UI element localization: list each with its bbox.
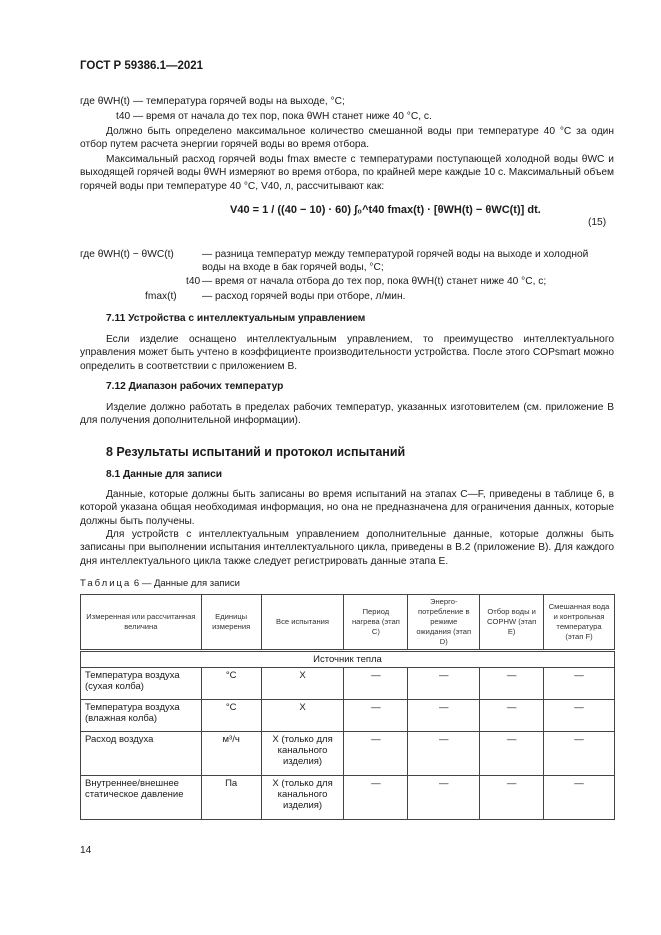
table-cell: — <box>480 732 544 776</box>
section-heading: 8.1 Данные для записи <box>106 469 223 480</box>
table-cell: — <box>344 732 408 776</box>
definition-text: — расход горячей воды при отборе, л/мин. <box>202 291 406 302</box>
table-cell: — <box>544 668 615 700</box>
table-cell: Х <box>261 700 344 732</box>
table-caption-word: Таблица <box>80 578 132 589</box>
table-header-cell: Отбор воды и COPHW (этап Е) <box>480 595 544 651</box>
definition-text: — время от начала отбора до тех пор, пока θWH(t) станет ниже 40 °С, с; <box>202 276 547 287</box>
definition-symbol: где θWH(t) − θWC(t) <box>80 249 174 260</box>
table-cell: — <box>544 732 615 776</box>
table-cell: Температура воздуха (влажная колба) <box>81 700 202 732</box>
table-cell: — <box>408 668 480 700</box>
table-cell: — <box>408 776 480 820</box>
table-cell: — <box>544 700 615 732</box>
definition-text: — разница температур между температурой горячей воды на выходе и холодной воды на входе в бак горячей воды, °С; <box>202 249 589 274</box>
paragraph: Для устройств с интеллектуальным управлением дополнительные данные, которые должны быть записаны при выполнении испытания интеллектуального цикла, приведены в В.2 (приложение В). Для каждого дня интеллектуального цикла также следует регистрировать данные этапа Е. <box>80 529 614 567</box>
data-table <box>80 594 615 820</box>
section-heading: 7.11 Устройства с интеллектуальным управлением <box>106 313 366 324</box>
table-cell: — <box>480 700 544 732</box>
table-cell: — <box>344 700 408 732</box>
table-header-cell: Энерго-потребление в режиме ожидания (этап D) <box>408 595 480 651</box>
equation-number: (15) <box>588 217 607 228</box>
chapter-heading: 8 Результаты испытаний и протокол испытаний <box>106 445 406 459</box>
table-header-cell: Период нагрева (этап С) <box>344 595 408 651</box>
document-header: ГОСТ Р 59386.1—2021 <box>80 60 204 72</box>
table-caption-title: 6 — Данные для записи <box>133 578 240 589</box>
table-cell: — <box>408 700 480 732</box>
table-cell: — <box>480 776 544 820</box>
table-row <box>81 668 615 700</box>
table-group-cell: Источник тепла <box>81 651 615 668</box>
table-row <box>81 700 615 732</box>
paragraph: Максимальный расход горячей воды fmax вместе с температурами поступающей холодной воды θWC и выходящей горячей воды θWH измеряют во время отбора, по крайней мере каждые 10 с. Максимальный объем горячей воды при температуре 40 °С, V40, л, рассчитывают как: <box>80 154 614 192</box>
table-header-cell: Единицы измерения <box>201 595 261 651</box>
table-cell: м³/ч <box>201 732 261 776</box>
table-header-row <box>81 595 615 651</box>
definition-text: — время от начала до тех пор, пока θWH станет ниже 40 °С, с. <box>133 111 432 122</box>
table-row <box>81 732 615 776</box>
page-number: 14 <box>80 845 92 856</box>
paragraph: Если изделие оснащено интеллектуальным управлением, то преимущество интеллектуального управления может быть учтено в коэффициенте производительности устройства. После этого COPsmart можно определить в соответствии с приложением В. <box>80 334 614 372</box>
definition-symbol: t40 <box>186 276 201 287</box>
table-cell: Па <box>201 776 261 820</box>
formula: V40 = 1 / ((40 − 10) · 60) ∫₀^t40 fmax(t) · [θWH(t) − θWC(t)] dt. <box>230 204 541 216</box>
definition-symbol: где θWH(t) <box>80 96 130 107</box>
paragraph: Должно быть определено максимальное количество смешанной воды при температуре 40 °С за один отбор путем расчета энергии горячей воды во время отбора. <box>80 126 614 151</box>
table-cell: Х (только для канального изделия) <box>261 776 344 820</box>
table-cell: — <box>344 776 408 820</box>
table-cell: — <box>344 668 408 700</box>
table-cell: — <box>480 668 544 700</box>
table-cell: — <box>408 732 480 776</box>
definition-symbol: t40 <box>116 111 131 122</box>
section-heading: 7.12 Диапазон рабочих температур <box>106 381 284 392</box>
table-header-cell: Все испытания <box>261 595 344 651</box>
table-row <box>81 776 615 820</box>
table-cell: Внутреннее/внешнее статическое давление <box>81 776 202 820</box>
table-caption <box>80 578 240 589</box>
table-header-cell: Измеренная или рассчитанная величина <box>81 595 202 651</box>
table-cell: Х (только для канального изделия) <box>261 732 344 776</box>
definition-text: — температура горячей воды на выходе, °С; <box>133 96 345 107</box>
paragraph: Данные, которые должны быть записаны во время испытаний на этапах С—F, приведены в таблице 6, в которой указана общая необходимая информация, но она не предназначена для ограничения данных, которые должны быть получены. <box>80 489 614 527</box>
table-cell: Х <box>261 668 344 700</box>
table-header-cell: Смешанная вода и контрольная температура (этап F) <box>544 595 615 651</box>
definition-symbol: fmax(t) <box>145 291 177 302</box>
table-cell: Расход воздуха <box>81 732 202 776</box>
table-cell: Температура воздуха (сухая колба) <box>81 668 202 700</box>
table-group-row <box>81 651 615 668</box>
table-cell: °С <box>201 700 261 732</box>
paragraph: Изделие должно работать в пределах рабочих температур, указанных изготовителем (см. приложение В для получения дополнительной информации). <box>80 402 614 427</box>
table-cell: — <box>544 776 615 820</box>
table-cell: °С <box>201 668 261 700</box>
